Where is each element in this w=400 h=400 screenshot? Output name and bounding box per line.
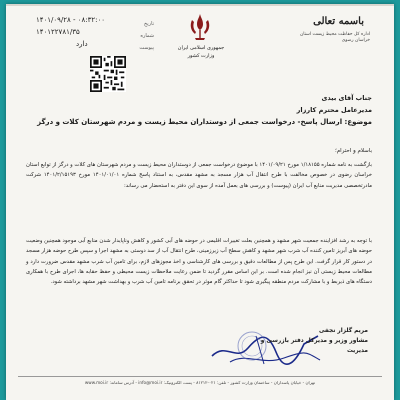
office-text: اداره کل حفاظت محیط زیست استان خراسان رضوی <box>299 32 370 43</box>
meta-labels <box>114 18 154 54</box>
date-value: ۱۴۰۱/۰۹/۲۸ - ۰۸:۳۲:۰۰ <box>36 16 106 24</box>
signer-block <box>238 326 368 356</box>
body-paragraph-2: با توجه به رشد افزاینده جمعیت شهر مشهد و همچنین بعلت تغییرات اقلیمی در حوضه های آبی کشور و کاهش وناپایدار شدن منابع آبی موجود همچنین وضعیت حوضه های آبریز تامین کننده آب شرب شهر مشهد و کاهش سطح آب زیرزمینی، طرح انتقال آب از سد دوستی به مشهد اجرا و سپس طرح حوضه هزار مسجد در دستور کار قرار گرفت. این طرح پس از مطالعات دقیق و بررسی های کارشناسی و اخذ مجوزهای لازم، برای تامین آب شرب مشهد مقدس ضرورت دارد و مطالعات محیط زیستی آن نیز انجام شده است. بر این اساس مقرر گردید تا ضمن رعایت ملاحظات زیست محیطی و حفظ حقابه ها، اجرای طرح با همکاری دستگاه های ذیربط و با مشارکت مردم منطقه پیگیری شود تا حداکثر گام موثر در تحقق برنامه تامین آب شرب و بهداشت شهر مشهد برداشته شود. <box>26 238 372 286</box>
attachment-label: پیوست <box>139 45 154 51</box>
ministry-line-2: وزارت کشور <box>187 53 215 59</box>
meta-values <box>36 14 116 50</box>
ministry-name <box>166 44 236 60</box>
number-label: شماره <box>140 33 154 39</box>
signer-name: مریم گلزار نجفی <box>318 328 368 334</box>
letter-page <box>6 4 394 400</box>
page-edge <box>6 4 394 6</box>
recipient-block <box>172 92 372 116</box>
recipient-name: جناب آقای بیدی <box>321 94 372 102</box>
qr-code-icon <box>90 56 126 92</box>
body-paragraph-1: بازگشت به نامه شماره ۱/۱۸۱۵۵ مورخ ۱۴۰۱/۰۹/۲۱ با موضوع درخواست جمعی از دوستداران محیط زیست و مردم شهرستان های کلات و درگز از توابع استان خراسان رضوی در خصوص مخالفت با طرح انتقال آب هزار مسجد به مشهد مقدس، به استناد پاسخ شماره ۱۴۰۱/۰۱/۰۱ مورخ ۱۴۰۱/۲/۱۵۱۹۳ شرکت مادرتخصصی مدیریت منابع آب ایران (پیوست) و بررسی های بعمل آمده از سوی این دفتر به استحضار می رساند: <box>26 162 372 189</box>
iran-emblem-icon <box>186 12 214 42</box>
signer-title: مشاور وزیر و مدیرکل دفتر بازرسی و مدیریت <box>260 338 368 354</box>
attachment-value: دارد <box>76 40 88 48</box>
number-value: ۱۴۰۱۲۲۷۸۱/۳۵ <box>36 28 80 36</box>
recipient-title: مدیرعامل محترم کارزار <box>296 106 372 114</box>
greeting: باسلام و احترام؛ <box>335 148 372 154</box>
basmala-heading: باسمه تعالی <box>313 16 364 27</box>
footer-contact: تهران - خیابان پاسداران - ساختمان وزارت کشور - تلفن: ۰۲۱-۸۱۲۱۲ - پست الکترونیک: info@moi.ir - آدرس سامانه: www.moi.ir <box>18 376 382 386</box>
subject-line: موضوع: ارسال پاسخ- درخواست جمعی از دوستداران محیط زیست و مردم شهرستان کلات و درگز <box>37 118 372 126</box>
ministry-line-1: جمهوری اسلامی ایران <box>177 45 225 51</box>
date-label: تاریخ <box>144 21 154 27</box>
